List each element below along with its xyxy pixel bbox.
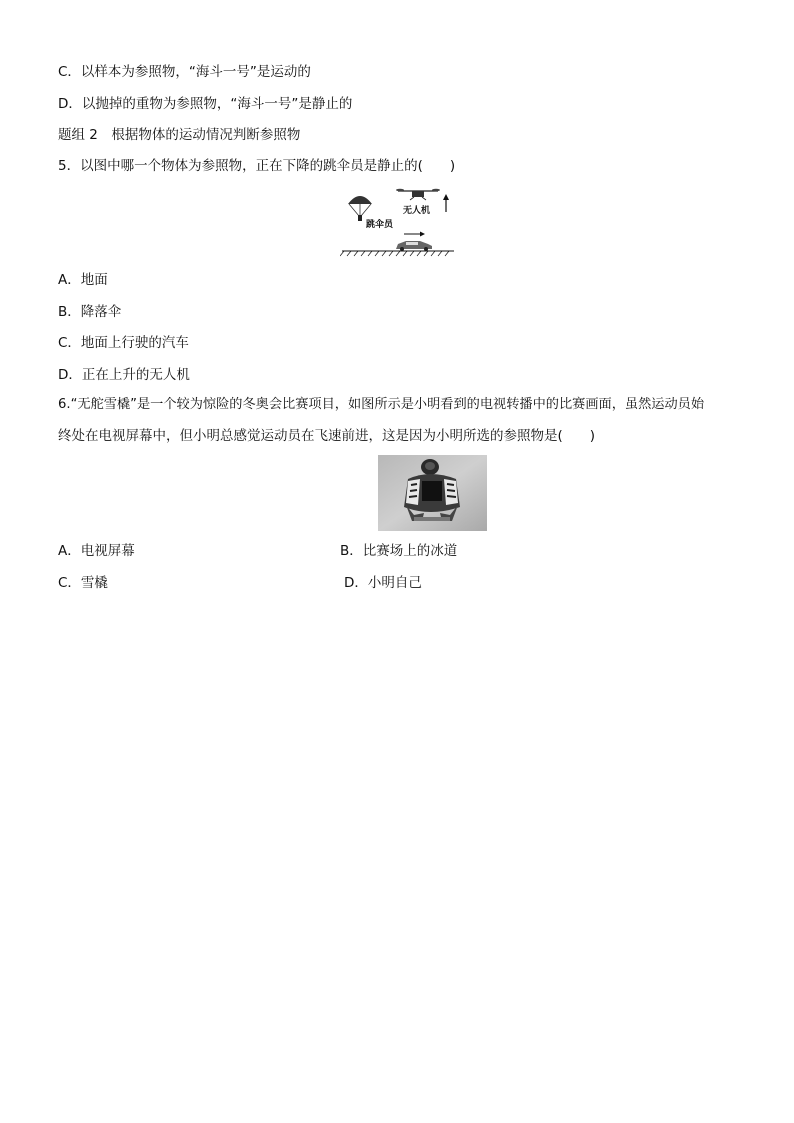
parachutist-label: 跳伞员 bbox=[366, 220, 394, 230]
q6-photo-bobsled bbox=[378, 455, 487, 531]
q5-figure bbox=[340, 186, 456, 258]
q6-stem-line1: 6.“无舵雪橇”是一个较为惊险的冬奥会比赛项目，如图所示是小明看到的电视转播中的比赛画面，虽然运动员始 bbox=[58, 397, 705, 412]
q6-option-d: D．小明自己 bbox=[344, 575, 422, 591]
drone-label: 无人机 bbox=[403, 206, 431, 216]
option-d-prev: D．以抛掉的重物为参照物，“海斗一号”是静止的 bbox=[58, 96, 353, 112]
q5-option-b: B．降落伞 bbox=[58, 304, 122, 320]
parachute-icon bbox=[348, 196, 372, 221]
drone-icon bbox=[396, 189, 440, 200]
q5-option-a: A．地面 bbox=[58, 272, 108, 288]
ground-line bbox=[340, 251, 454, 256]
q6-option-b: B．比赛场上的冰道 bbox=[340, 543, 458, 559]
q6-option-a: A．电视屏幕 bbox=[58, 543, 135, 559]
up-arrow-icon bbox=[443, 194, 449, 212]
right-arrow-icon bbox=[404, 232, 425, 237]
q6-stem-line2: 终处在电视屏幕中，但小明总感觉运动员在飞速前进，这是因为小明所选的参照物是( ) bbox=[58, 428, 596, 444]
q6-option-c: C．雪橇 bbox=[58, 575, 108, 591]
q5-stem: 5．以图中哪一个物体为参照物，正在下降的跳伞员是静止的( ) bbox=[58, 158, 456, 174]
option-c-prev: C．以样本为参照物，“海斗一号”是运动的 bbox=[58, 64, 311, 80]
q5-option-c: C．地面上行驶的汽车 bbox=[58, 335, 189, 351]
q5-option-d: D．正在上升的无人机 bbox=[58, 367, 190, 383]
group-heading: 题组 2 根据物体的运动情况判断参照物 bbox=[58, 127, 301, 143]
car-icon bbox=[396, 241, 432, 251]
